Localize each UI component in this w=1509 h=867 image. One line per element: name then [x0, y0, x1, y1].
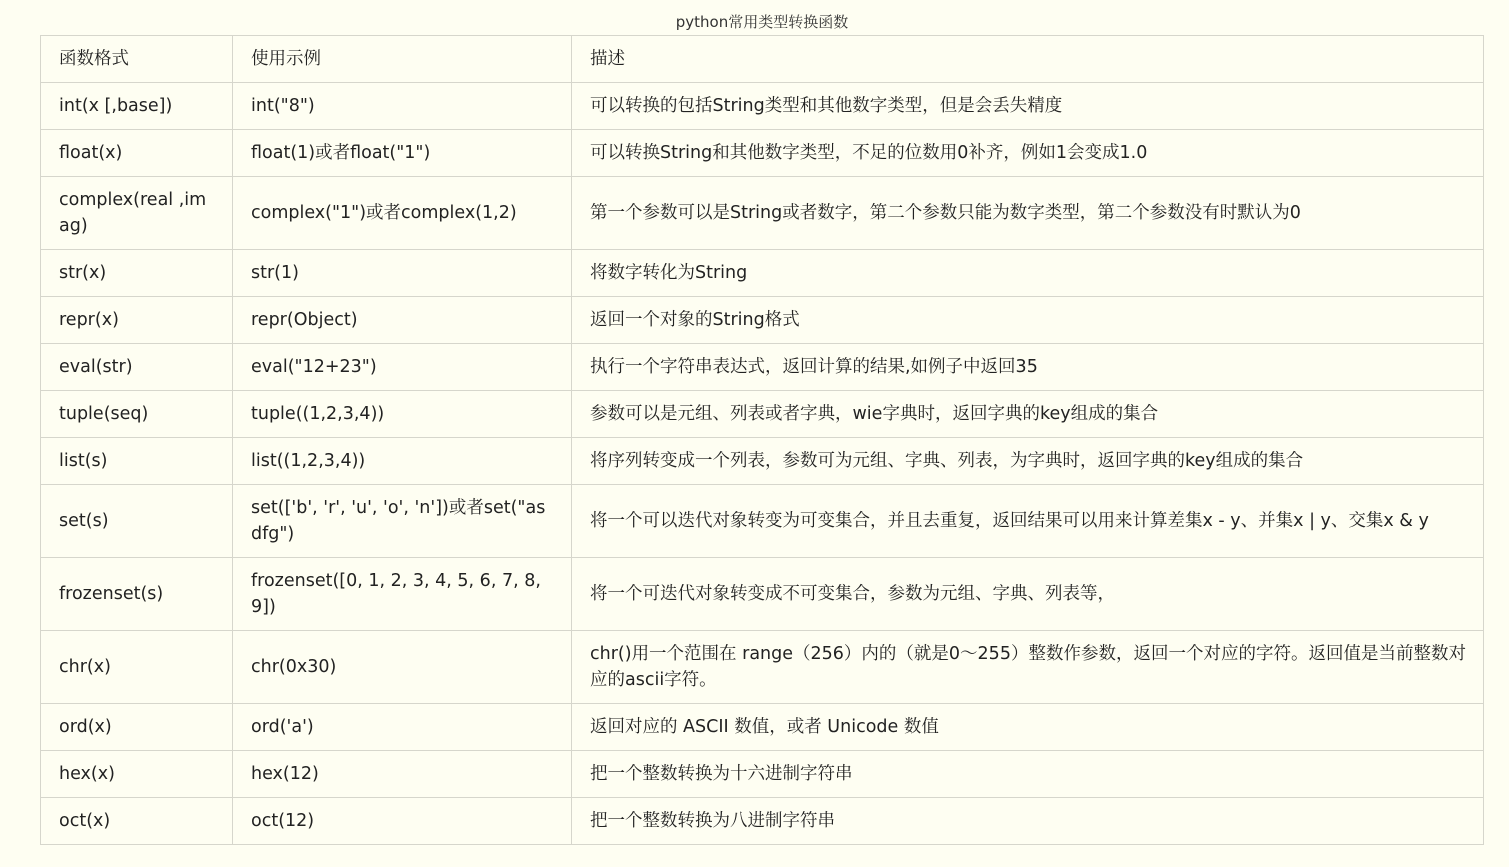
table-body — [41, 36, 1484, 845]
cell-function-format: list(s) — [41, 438, 233, 485]
conversion-functions-table — [40, 35, 1484, 845]
cell-function-format: frozenset(s) — [41, 558, 233, 631]
cell-description: 可以转换的包括String类型和其他数字类型，但是会丢失精度 — [572, 83, 1484, 130]
header-function-format: 函数格式 — [41, 36, 233, 83]
cell-description: 第一个参数可以是String或者数字，第二个参数只能为数字类型，第二个参数没有时默认为0 — [572, 177, 1484, 250]
cell-usage-example: ord('a') — [233, 704, 572, 751]
header-usage-example: 使用示例 — [233, 36, 572, 83]
cell-usage-example: hex(12) — [233, 751, 572, 798]
cell-description: 将数字转化为String — [572, 250, 1484, 297]
cell-function-format: tuple(seq) — [41, 391, 233, 438]
cell-usage-example: float(1)或者float("1") — [233, 130, 572, 177]
cell-description: 可以转换String和其他数字类型，不足的位数用0补齐，例如1会变成1.0 — [572, 130, 1484, 177]
cell-function-format: ord(x) — [41, 704, 233, 751]
table-row — [41, 344, 1484, 391]
cell-usage-example: complex("1")或者complex(1,2) — [233, 177, 572, 250]
table-row — [41, 751, 1484, 798]
cell-description: 执行一个字符串表达式，返回计算的结果,如例子中返回35 — [572, 344, 1484, 391]
table-row — [41, 391, 1484, 438]
table-row — [41, 177, 1484, 250]
cell-description: 返回一个对象的String格式 — [572, 297, 1484, 344]
cell-usage-example: list((1,2,3,4)) — [233, 438, 572, 485]
table-row — [41, 438, 1484, 485]
cell-usage-example: eval("12+23") — [233, 344, 572, 391]
cell-usage-example: oct(12) — [233, 798, 572, 845]
table-row — [41, 130, 1484, 177]
cell-description: 把一个整数转换为十六进制字符串 — [572, 751, 1484, 798]
cell-usage-example: set(['b', 'r', 'u', 'o', 'n'])或者set("asdfg") — [233, 485, 572, 558]
cell-function-format: chr(x) — [41, 631, 233, 704]
table-row — [41, 297, 1484, 344]
cell-usage-example: frozenset([0, 1, 2, 3, 4, 5, 6, 7, 8, 9]) — [233, 558, 572, 631]
header-description: 描述 — [572, 36, 1484, 83]
table-row — [41, 485, 1484, 558]
cell-function-format: complex(real ,imag) — [41, 177, 233, 250]
table-row — [41, 798, 1484, 845]
table-row — [41, 631, 1484, 704]
cell-description: 返回对应的 ASCII 数值，或者 Unicode 数值 — [572, 704, 1484, 751]
cell-function-format: eval(str) — [41, 344, 233, 391]
cell-function-format: int(x [,base]) — [41, 83, 233, 130]
cell-usage-example: repr(Object) — [233, 297, 572, 344]
table-row — [41, 558, 1484, 631]
cell-function-format: set(s) — [41, 485, 233, 558]
table-row — [41, 704, 1484, 751]
cell-function-format: hex(x) — [41, 751, 233, 798]
cell-function-format: oct(x) — [41, 798, 233, 845]
table-row — [41, 83, 1484, 130]
cell-function-format: str(x) — [41, 250, 233, 297]
cell-description: 将序列转变成一个列表，参数可为元组、字典、列表，为字典时，返回字典的key组成的集合 — [572, 438, 1484, 485]
cell-function-format: float(x) — [41, 130, 233, 177]
cell-description: 把一个整数转换为八进制字符串 — [572, 798, 1484, 845]
cell-description: 将一个可迭代对象转变成不可变集合，参数为元组、字典、列表等， — [572, 558, 1484, 631]
cell-usage-example: tuple((1,2,3,4)) — [233, 391, 572, 438]
table-row — [41, 250, 1484, 297]
cell-usage-example: str(1) — [233, 250, 572, 297]
table-header-row — [41, 36, 1484, 83]
cell-usage-example: chr(0x30) — [233, 631, 572, 704]
table-caption: python常用类型转换函数 — [675, 13, 849, 31]
cell-description: 参数可以是元组、列表或者字典，wie字典时，返回字典的key组成的集合 — [572, 391, 1484, 438]
cell-usage-example: int("8") — [233, 83, 572, 130]
cell-description: chr()用一个范围在 range（256）内的（就是0～255）整数作参数，返回一个对应的字符。返回值是当前整数对应的ascii字符。 — [572, 631, 1484, 704]
cell-description: 将一个可以迭代对象转变为可变集合，并且去重复，返回结果可以用来计算差集x - y、并集x | y、交集x & y — [572, 485, 1484, 558]
cell-function-format: repr(x) — [41, 297, 233, 344]
